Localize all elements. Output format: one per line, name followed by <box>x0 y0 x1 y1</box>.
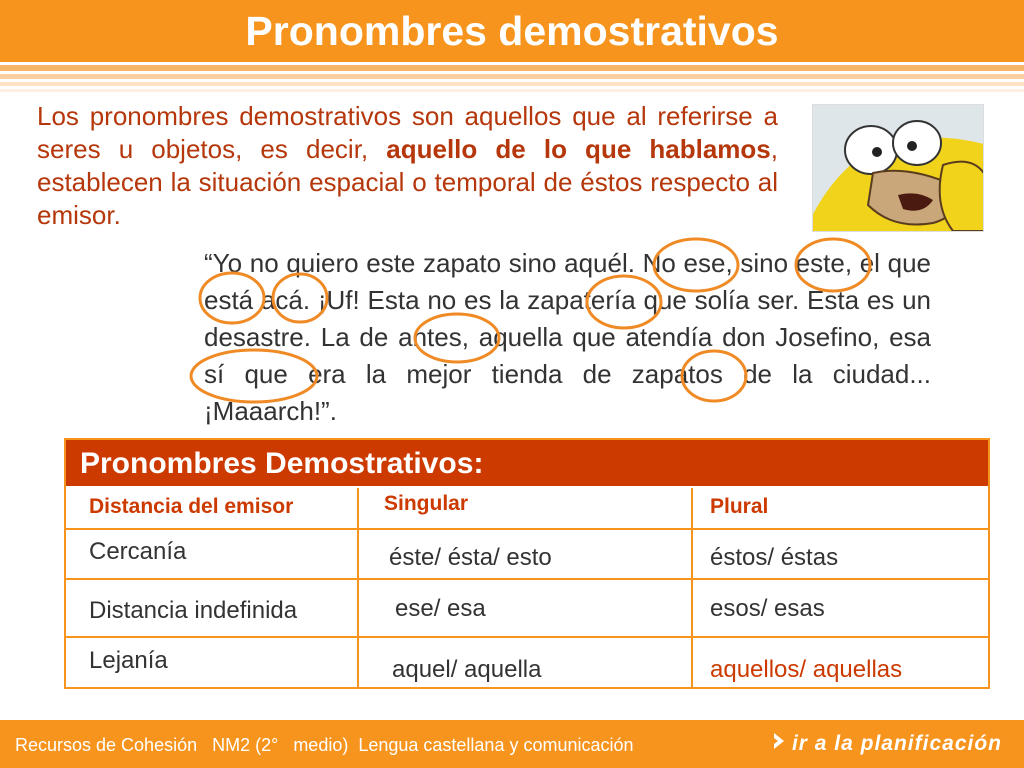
table-title: Pronombres Demostrativos: <box>80 447 484 480</box>
example-quote: “Yo no quiero este zapato sino aquél. No ese, sino este, el que está acá. ¡Uf! Esta no es la zapatería que solía ser. Esta es un desastre. La de antes, aquella que atendía don Josefino, esa sí que era la mejor tienda de zapatos de la ciudad...¡Maaarch!”. <box>204 248 931 426</box>
row-lejania-singular: aquel/ aquella <box>392 656 542 683</box>
row-indefinida-plural: esos/ esas <box>710 595 825 622</box>
row-divider <box>66 636 988 638</box>
row-indefinida-distance: Distancia indefinida <box>89 597 298 624</box>
header-plural: Plural <box>710 495 769 518</box>
header-distance: Distancia del emisor <box>89 495 294 518</box>
row-divider <box>66 528 988 530</box>
intro-bold-text: aquello de lo que hablamos <box>386 134 771 164</box>
column-divider <box>691 488 693 687</box>
row-cercania-singular: éste/ ésta/ esto <box>389 544 552 571</box>
row-indefinida-singular: ese/ esa <box>395 595 486 622</box>
table-title-bar <box>66 440 988 488</box>
intro-paragraph <box>37 100 778 232</box>
cartoon-face-image <box>812 104 984 232</box>
page-title: Pronombres demostrativos <box>245 8 779 54</box>
header-stripes <box>0 62 1024 96</box>
footer-course-info: Recursos de Cohesión NM2 (2° medio) Lengua castellana y comunicación <box>15 735 634 755</box>
row-lejania-distance: Lejanía <box>89 647 168 674</box>
intro-text-1: Los pronombres demostrativos son aquellos que al referirse a seres u objetos, es decir, <box>37 101 778 164</box>
pronouns-table <box>64 438 990 689</box>
row-cercania-distance: Cercanía <box>89 538 187 565</box>
column-divider <box>357 488 359 687</box>
footer-bar <box>0 720 1024 768</box>
header-singular: Singular <box>384 492 469 515</box>
row-cercania-plural: éstos/ éstas <box>710 544 839 571</box>
chevron-right-icon <box>772 731 786 757</box>
planning-link[interactable] <box>772 731 1002 757</box>
row-lejania-plural: aquellos/ aquellas <box>710 656 903 683</box>
planning-link-label: ir a la planificación <box>791 732 1002 755</box>
intro-text-2: , establecen la situación espacial o temporal de éstos respecto al emisor. <box>37 134 778 230</box>
row-divider <box>66 578 988 580</box>
